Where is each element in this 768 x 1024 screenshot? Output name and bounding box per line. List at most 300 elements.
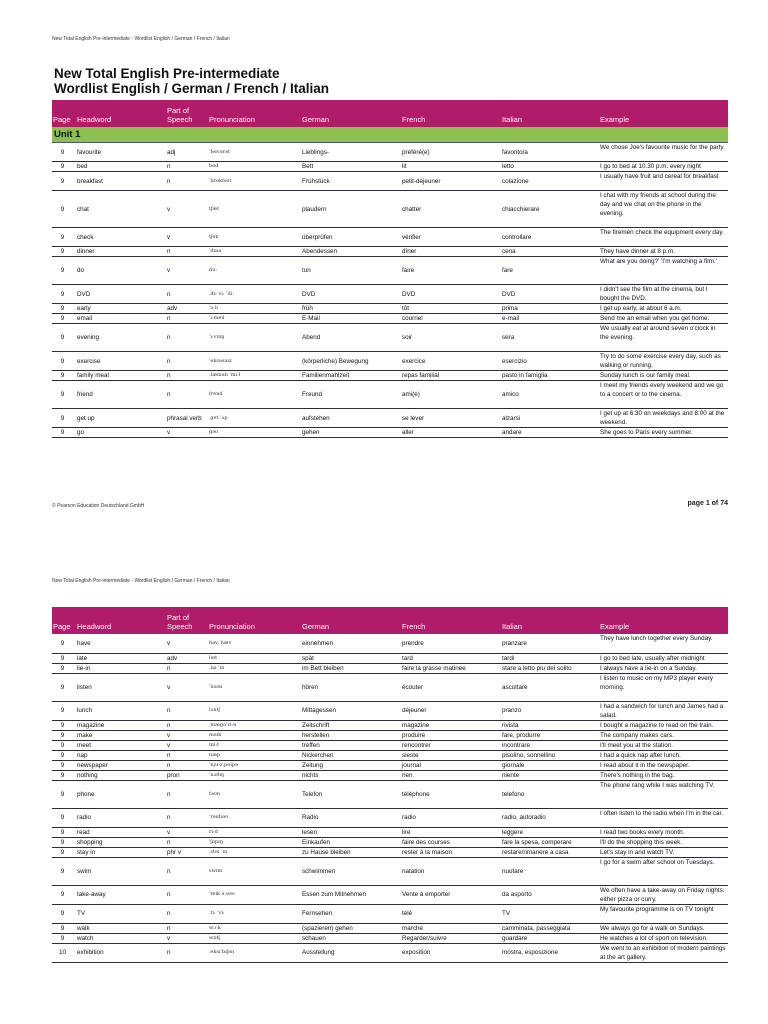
italian-cell: pranzo xyxy=(498,701,596,720)
french-cell: Regarder/suivre xyxy=(398,933,498,943)
italian-cell: fare, produrre xyxy=(498,730,596,740)
italian-cell: andare xyxy=(498,428,596,438)
french-cell: téléphone xyxy=(398,780,498,808)
german-cell: Bett xyxy=(298,162,398,172)
german-cell: hören xyxy=(298,673,398,701)
col-page: Page xyxy=(52,100,73,127)
page-cell: 9 xyxy=(52,257,73,285)
french-cell: faire la grasse matinee xyxy=(398,663,498,673)
italian-cell: pranzare xyxy=(498,634,596,653)
pronunciation-cell: ˈnjuːzˌpeɪpə xyxy=(205,760,298,770)
table-row xyxy=(52,257,728,285)
headword-cell: watch xyxy=(73,933,163,943)
italian-cell: amico xyxy=(498,381,596,409)
pronunciation-cell: ˈbrekfəst xyxy=(205,172,298,191)
part-of-speech-cell: n xyxy=(163,285,205,304)
part-of-speech-cell: n xyxy=(163,750,205,760)
table-row xyxy=(52,808,728,827)
german-cell: schwimmen xyxy=(298,857,398,885)
italian-cell: chiacchierare xyxy=(498,191,596,228)
german-cell: Frühstück xyxy=(298,172,398,191)
headword-cell: newspaper xyxy=(73,760,163,770)
french-cell: soir xyxy=(398,324,498,352)
headword-cell: listen xyxy=(73,673,163,701)
french-cell: rester à la maison xyxy=(398,847,498,857)
french-cell: courriel xyxy=(398,314,498,324)
page-cell: 9 xyxy=(52,750,73,760)
german-cell: Essen zum Mitnehmen xyxy=(298,885,398,904)
page-cell: 9 xyxy=(52,827,73,837)
italian-cell: nuotare xyxy=(498,857,596,885)
example-cell: Let's stay in and watch TV. xyxy=(596,847,728,857)
italian-cell: leggere xyxy=(498,827,596,837)
headword-cell: take-away xyxy=(73,885,163,904)
col-german: German xyxy=(298,607,398,634)
page-cell: 9 xyxy=(52,653,73,663)
table-row xyxy=(52,653,728,663)
german-cell: plaudern xyxy=(298,191,398,228)
page-cell: 9 xyxy=(52,770,73,780)
example-cell: I get up early, at about 6 a.m. xyxy=(596,304,728,314)
pronunciation-cell: ˌtiː ˈviː xyxy=(205,904,298,923)
german-cell: Zeitschrift xyxy=(298,720,398,730)
part-of-speech-cell: v xyxy=(163,191,205,228)
table-row xyxy=(52,780,728,808)
pronunciation-cell: gəʊ xyxy=(205,428,298,438)
headword-cell: check xyxy=(73,228,163,247)
example-cell: My favourite programme is on TV tonight xyxy=(596,904,728,923)
part-of-speech-cell: n xyxy=(163,381,205,409)
example-cell: Sunday lunch is our family meal. xyxy=(596,371,728,381)
headword-cell: breakfast xyxy=(73,172,163,191)
part-of-speech-cell: v xyxy=(163,933,205,943)
pronunciation-cell: ˈʃɒpɪŋ xyxy=(205,837,298,847)
pronunciation-cell: meɪk xyxy=(205,730,298,740)
table-row xyxy=(52,904,728,923)
german-cell: DVD xyxy=(298,285,398,304)
page-cell: 9 xyxy=(52,933,73,943)
pronunciation-cell: ˈreɪdiəʊ xyxy=(205,808,298,827)
german-cell: E-Mail xyxy=(298,314,398,324)
pronunciation-cell: miːt xyxy=(205,740,298,750)
col-part-of-speech: Part of Speech xyxy=(163,607,205,634)
headword-cell: phone xyxy=(73,780,163,808)
example-cell: We always go for a walk on Sundays. xyxy=(596,923,728,933)
german-cell: im Bett bleiben xyxy=(298,663,398,673)
page-cell: 9 xyxy=(52,740,73,750)
german-cell: nichts xyxy=(298,770,398,780)
table-row xyxy=(52,827,728,837)
italian-cell: e-mail xyxy=(498,314,596,324)
french-cell: écouter xyxy=(398,673,498,701)
french-cell: natation xyxy=(398,857,498,885)
table-row xyxy=(52,409,728,428)
wordlist-table-1 xyxy=(52,100,728,438)
german-cell: Telefon xyxy=(298,780,398,808)
copyright-footer: © Pearson Education Deutschland GmbH xyxy=(52,503,145,509)
pronunciation-cell: ˌget ˈʌp xyxy=(205,409,298,428)
table-row xyxy=(52,428,728,438)
example-cell: I didn't see the film at the cinema, but I bought the DVD. xyxy=(596,285,728,304)
table-row xyxy=(52,352,728,371)
table-row xyxy=(52,933,728,943)
german-cell: Ausstellung xyxy=(298,943,398,962)
part-of-speech-cell: n xyxy=(163,923,205,933)
italian-cell: alzarsi xyxy=(498,409,596,428)
page-cell: 9 xyxy=(52,701,73,720)
headword-cell: lunch xyxy=(73,701,163,720)
italian-cell: telefono xyxy=(498,780,596,808)
col-headword: Headword xyxy=(73,607,163,634)
headword-cell: friend xyxy=(73,381,163,409)
pronunciation-cell: duː xyxy=(205,257,298,285)
headword-cell: stay in xyxy=(73,847,163,857)
pronunciation-cell: ˈfeɪvərət xyxy=(205,143,298,162)
french-cell: faire xyxy=(398,257,498,285)
table-row xyxy=(52,770,728,780)
example-cell: I go to bed late, usually after midnight xyxy=(596,653,728,663)
french-cell: chatter xyxy=(398,191,498,228)
part-of-speech-cell: n xyxy=(163,352,205,371)
part-of-speech-cell: v xyxy=(163,827,205,837)
part-of-speech-cell: n xyxy=(163,162,205,172)
italian-cell: niente xyxy=(498,770,596,780)
table-row xyxy=(52,837,728,847)
table-row xyxy=(52,143,728,162)
page-cell: 9 xyxy=(52,352,73,371)
page-cell: 9 xyxy=(52,285,73,304)
italian-cell: radio, autoradio xyxy=(498,808,596,827)
german-cell: zu Hause bleiben xyxy=(298,847,398,857)
headword-cell: exercise xyxy=(73,352,163,371)
col-example: Example xyxy=(596,607,728,634)
pronunciation-cell: wɔːk xyxy=(205,923,298,933)
page-cell: 10 xyxy=(52,943,73,962)
pronunciation-cell: ˈiːmeɪl xyxy=(205,314,298,324)
table-row xyxy=(52,847,728,857)
table-row xyxy=(52,720,728,730)
german-cell: Nickerchen xyxy=(298,750,398,760)
italian-cell: guardare xyxy=(498,933,596,943)
part-of-speech-cell: v xyxy=(163,257,205,285)
german-cell: (spazieren) gehen xyxy=(298,923,398,933)
table-row xyxy=(52,760,728,770)
page-cell: 9 xyxy=(52,371,73,381)
pronunciation-cell: tʃek xyxy=(205,228,298,247)
part-of-speech-cell: n xyxy=(163,247,205,257)
example-cell: I'll do the shopping this week. xyxy=(596,837,728,847)
table-row xyxy=(52,701,728,720)
table-row xyxy=(52,634,728,653)
example-cell: I get up at 6:30 on weekdays and 8:00 at the weekend. xyxy=(596,409,728,428)
title-line-1: New Total English Pre-intermediate xyxy=(54,66,280,81)
french-cell: rencontrer xyxy=(398,740,498,750)
page-cell: 9 xyxy=(52,228,73,247)
french-cell: rien xyxy=(398,770,498,780)
part-of-speech-cell: n xyxy=(163,172,205,191)
table-header-row xyxy=(52,607,728,634)
example-cell: I chat with my friends at school during the day and we chat on the phone in the evening. xyxy=(596,191,728,228)
example-cell: There's nothing in the bag. xyxy=(596,770,728,780)
page-cell: 9 xyxy=(52,673,73,701)
title-line-2: Wordlist English / German / French / Italian xyxy=(54,81,330,96)
german-cell: tun xyxy=(298,257,398,285)
pronunciation-cell: ˌfæməli ˈmiːl xyxy=(205,371,298,381)
german-cell: Zeitung xyxy=(298,760,398,770)
example-cell: What are you doing?' 'I'm watching a film.' xyxy=(596,257,728,285)
part-of-speech-cell: n xyxy=(163,314,205,324)
document-page-2 xyxy=(0,560,768,1024)
headword-cell: evening xyxy=(73,324,163,352)
headword-cell: late xyxy=(73,653,163,663)
german-cell: Lieblings- xyxy=(298,143,398,162)
table-row xyxy=(52,885,728,904)
pronunciation-cell: ˌdiː viː ˈdiː xyxy=(205,285,298,304)
page-cell: 9 xyxy=(52,923,73,933)
example-cell: I'll meet you at the station. xyxy=(596,740,728,750)
page-cell: 9 xyxy=(52,837,73,847)
german-cell: spät xyxy=(298,653,398,663)
headword-cell: bed xyxy=(73,162,163,172)
example-cell: I bought a magazine to read on the train. xyxy=(596,720,728,730)
pronunciation-cell: ˌsteɪ ˈɪn xyxy=(205,847,298,857)
pronunciation-cell: ˈɜːli xyxy=(205,304,298,314)
part-of-speech-cell: n xyxy=(163,885,205,904)
table-row xyxy=(52,750,728,760)
part-of-speech-cell: n xyxy=(163,837,205,847)
italian-cell: incontrare xyxy=(498,740,596,750)
page-cell: 9 xyxy=(52,324,73,352)
example-cell: We usually eat at around seven o'clock in the evening. xyxy=(596,324,728,352)
example-cell: We often have a take-away on Friday nights: either pizza or curry. xyxy=(596,885,728,904)
pronunciation-cell: leɪt xyxy=(205,653,298,663)
table-row xyxy=(52,857,728,885)
page-cell: 9 xyxy=(52,191,73,228)
french-cell: radio xyxy=(398,808,498,827)
headword-cell: swim xyxy=(73,857,163,885)
headword-cell: family meal xyxy=(73,371,163,381)
pronunciation-cell: tʃæt xyxy=(205,191,298,228)
example-cell: The firemen check the equipment every day. xyxy=(596,228,728,247)
headword-cell: magazine xyxy=(73,720,163,730)
page-cell: 9 xyxy=(52,760,73,770)
pronunciation-cell: ˈdɪnə xyxy=(205,247,298,257)
italian-cell: da asporto xyxy=(498,885,596,904)
headword-cell: nothing xyxy=(73,770,163,780)
col-pronunciation: Pronunciation xyxy=(205,100,298,127)
page-cell: 9 xyxy=(52,730,73,740)
pronunciation-cell: wɒtʃ xyxy=(205,933,298,943)
wordlist-table-2 xyxy=(52,607,728,963)
french-cell: exposition xyxy=(398,943,498,962)
page-number: page 1 of 74 xyxy=(687,500,728,507)
german-cell: früh xyxy=(298,304,398,314)
headword-cell: get up xyxy=(73,409,163,428)
italian-cell: ascoltare xyxy=(498,673,596,701)
german-cell: Abendessen xyxy=(298,247,398,257)
page-cell: 9 xyxy=(52,663,73,673)
page-cell: 9 xyxy=(52,409,73,428)
french-cell: journal xyxy=(398,760,498,770)
italian-cell: pasto in famiglia xyxy=(498,371,596,381)
page-cell: 9 xyxy=(52,780,73,808)
table-row xyxy=(52,162,728,172)
example-cell: I read two books every month. xyxy=(596,827,728,837)
col-headword: Headword xyxy=(73,100,163,127)
part-of-speech-cell: n xyxy=(163,904,205,923)
headword-cell: DVD xyxy=(73,285,163,304)
example-cell: He watches a lot of sport on television. xyxy=(596,933,728,943)
part-of-speech-cell: n xyxy=(163,701,205,720)
french-cell: repas familial xyxy=(398,371,498,381)
table-row xyxy=(52,314,728,324)
running-header: New Total English Pre-intermediate - Wordlist English / German / French / Italian xyxy=(52,36,230,42)
german-cell: gehen xyxy=(298,428,398,438)
italian-cell: colazione xyxy=(498,172,596,191)
german-cell: herstellen xyxy=(298,730,398,740)
part-of-speech-cell: n xyxy=(163,857,205,885)
french-cell: préféré(e) xyxy=(398,143,498,162)
running-header: New Total English Pre-intermediate - Wordlist English / German / French / Italian xyxy=(52,578,230,584)
italian-cell: camminata, passeggiata xyxy=(498,923,596,933)
example-cell: Send me an email when you get home. xyxy=(596,314,728,324)
example-cell: I had a quick nap after lunch. xyxy=(596,750,728,760)
german-cell: Fernsehen xyxy=(298,904,398,923)
table-row xyxy=(52,324,728,352)
part-of-speech-cell: n xyxy=(163,371,205,381)
part-of-speech-cell: n xyxy=(163,808,205,827)
italian-cell: tardi xyxy=(498,653,596,663)
italian-cell: fare xyxy=(498,257,596,285)
french-cell: petit-déjeuner xyxy=(398,172,498,191)
french-cell: magazine xyxy=(398,720,498,730)
italian-cell: rivista xyxy=(498,720,596,730)
example-cell: The phone rang while I was watching TV. xyxy=(596,780,728,808)
headword-cell: shopping xyxy=(73,837,163,847)
italian-cell: esercizio xyxy=(498,352,596,371)
italian-cell: controllare xyxy=(498,228,596,247)
french-cell: lit xyxy=(398,162,498,172)
french-cell: Vente à emporter xyxy=(398,885,498,904)
col-part-of-speech: Part of Speech xyxy=(163,100,205,127)
headword-cell: radio xyxy=(73,808,163,827)
pronunciation-cell: ˈteɪk əˌweɪ xyxy=(205,885,298,904)
german-cell: Einkaufen xyxy=(298,837,398,847)
part-of-speech-cell: n xyxy=(163,324,205,352)
table-row xyxy=(52,381,728,409)
italian-cell: cena xyxy=(498,247,596,257)
part-of-speech-cell: v xyxy=(163,228,205,247)
french-cell: aller xyxy=(398,428,498,438)
german-cell: aufstehen xyxy=(298,409,398,428)
page-cell: 9 xyxy=(52,857,73,885)
example-cell: We went to an exhibition of modern paintings at the art gallery. xyxy=(596,943,728,962)
page-cell: 9 xyxy=(52,808,73,827)
headword-cell: walk xyxy=(73,923,163,933)
pronunciation-cell: swɪm xyxy=(205,857,298,885)
table-row xyxy=(52,923,728,933)
col-italian: Italian xyxy=(498,607,596,634)
example-cell: She goes to Paris every summer. xyxy=(596,428,728,438)
french-cell: faire des courses xyxy=(398,837,498,847)
part-of-speech-cell: n xyxy=(163,943,205,962)
headword-cell: have xyxy=(73,634,163,653)
page-cell: 9 xyxy=(52,381,73,409)
headword-cell: email xyxy=(73,314,163,324)
part-of-speech-cell: v xyxy=(163,428,205,438)
headword-cell: meet xyxy=(73,740,163,750)
french-cell: tôt xyxy=(398,304,498,314)
pronunciation-cell: lʌntʃ xyxy=(205,701,298,720)
example-cell: I had a sandwich for lunch and James had a salad. xyxy=(596,701,728,720)
page-cell: 9 xyxy=(52,428,73,438)
pronunciation-cell: ˈnʌθɪŋ xyxy=(205,770,298,780)
col-page: Page xyxy=(52,607,73,634)
table-row xyxy=(52,285,728,304)
headword-cell: TV xyxy=(73,904,163,923)
col-italian: Italian xyxy=(498,100,596,127)
german-cell: überprüfen xyxy=(298,228,398,247)
headword-cell: nap xyxy=(73,750,163,760)
headword-cell: go xyxy=(73,428,163,438)
headword-cell: exhibition xyxy=(73,943,163,962)
italian-cell: mostra, esposizione xyxy=(498,943,596,962)
part-of-speech-cell: v xyxy=(163,634,205,653)
part-of-speech-cell: adv xyxy=(163,304,205,314)
italian-cell: favorito/a xyxy=(498,143,596,162)
example-cell: Try to do some exercise every day, such as walking or running. xyxy=(596,352,728,371)
page-cell: 9 xyxy=(52,904,73,923)
german-cell: Abend xyxy=(298,324,398,352)
french-cell: exercice xyxy=(398,352,498,371)
french-cell: dîner xyxy=(398,247,498,257)
example-cell: I always have a lie-in on a Sunday. xyxy=(596,663,728,673)
example-cell: I meet my friends every weekend and we go to a concert or to the cinema. xyxy=(596,381,728,409)
page-cell: 9 xyxy=(52,634,73,653)
pronunciation-cell: ˌlaɪ ˈɪn xyxy=(205,663,298,673)
part-of-speech-cell: v xyxy=(163,673,205,701)
german-cell: schauen xyxy=(298,933,398,943)
german-cell: Radio xyxy=(298,808,398,827)
headword-cell: lie-in xyxy=(73,663,163,673)
example-cell: They have lunch together every Sunday. xyxy=(596,634,728,653)
pronunciation-cell: həv, hæv xyxy=(205,634,298,653)
french-cell: tard xyxy=(398,653,498,663)
table-row xyxy=(52,730,728,740)
page-cell: 9 xyxy=(52,847,73,857)
document-title xyxy=(54,66,329,96)
french-cell: produire xyxy=(398,730,498,740)
german-cell: treffen xyxy=(298,740,398,750)
pronunciation-cell: ˈeksəsaɪz xyxy=(205,352,298,371)
table-row xyxy=(52,172,728,191)
page-cell: 9 xyxy=(52,162,73,172)
german-cell: (körperliche) Bewegung xyxy=(298,352,398,371)
col-pronunciation: Pronunciation xyxy=(205,607,298,634)
italian-cell: restare/rimanere a casa xyxy=(498,847,596,857)
unit-label: Unit 1 xyxy=(52,127,728,143)
page-cell: 9 xyxy=(52,314,73,324)
table-row xyxy=(52,371,728,381)
col-example: Example xyxy=(596,100,728,127)
french-cell: sieste xyxy=(398,750,498,760)
page-cell: 9 xyxy=(52,143,73,162)
part-of-speech-cell: pron xyxy=(163,770,205,780)
headword-cell: make xyxy=(73,730,163,740)
page-cell: 9 xyxy=(52,247,73,257)
italian-cell: fare la spesa, comperare xyxy=(498,837,596,847)
part-of-speech-cell: adj xyxy=(163,143,205,162)
